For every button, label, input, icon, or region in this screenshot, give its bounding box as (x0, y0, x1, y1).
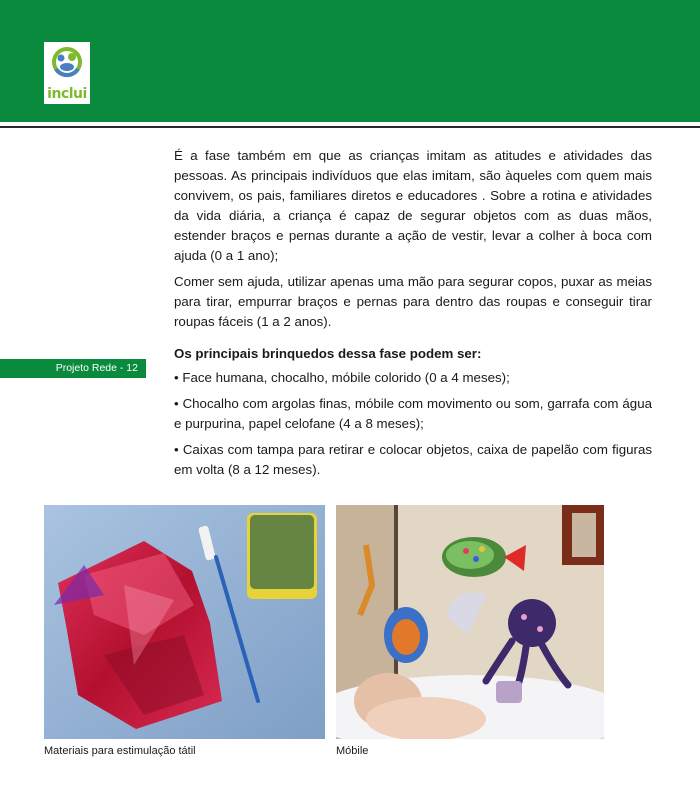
list-item: • Face humana, chocalho, móbile colorido (0 a 4 meses); (174, 370, 510, 385)
photo-caption-left: Materiais para estimulação tátil (44, 745, 196, 757)
inclui-logo (44, 42, 90, 104)
list-item: • Chocalho com argolas finas, móbile com movimento ou som, garrafa com água e purpurina, papel celofane (4 a 8 meses); (174, 396, 652, 431)
logo-wordmark: inclui (47, 86, 87, 102)
page-number-tag: Projeto Rede - 12 (0, 359, 146, 378)
paragraph: Comer sem ajuda, utilizar apenas uma mão para segurar copos, puxar as meias para tirar, empurrar braços e pernas para dentro das roupas e conseguir tirar roupas fáceis (1 a 2 anos). (174, 274, 652, 329)
header-rule (0, 126, 700, 128)
logo-mark-icon (50, 45, 84, 81)
mobile-photo (336, 505, 604, 739)
header-band (0, 0, 700, 122)
list-item: • Caixas com tampa para retirar e colocar objetos, caixa de papelão com figuras em volta (8 a 12 meses). (174, 442, 652, 477)
section-heading: Os principais brinquedos dessa fase podem ser: (174, 346, 482, 361)
paragraph: É a fase também em que as crianças imitam as atitudes e atividades das pessoas. As principais indivíduos que elas imitam, são àqueles com quem mais convivem, os pais, familiares diretos e educadores . Sobre a rotina e atividades da vida diária, a criança é capaz de segurar objetos com as duas mãos, estender braços e pernas durante a ação de vestir, levar a colher à boca com ajuda (0 a 1 ano); (174, 148, 652, 263)
photo-caption-right: Móbile (336, 745, 369, 757)
tactile-materials-photo (44, 505, 325, 739)
body-text (174, 146, 652, 486)
